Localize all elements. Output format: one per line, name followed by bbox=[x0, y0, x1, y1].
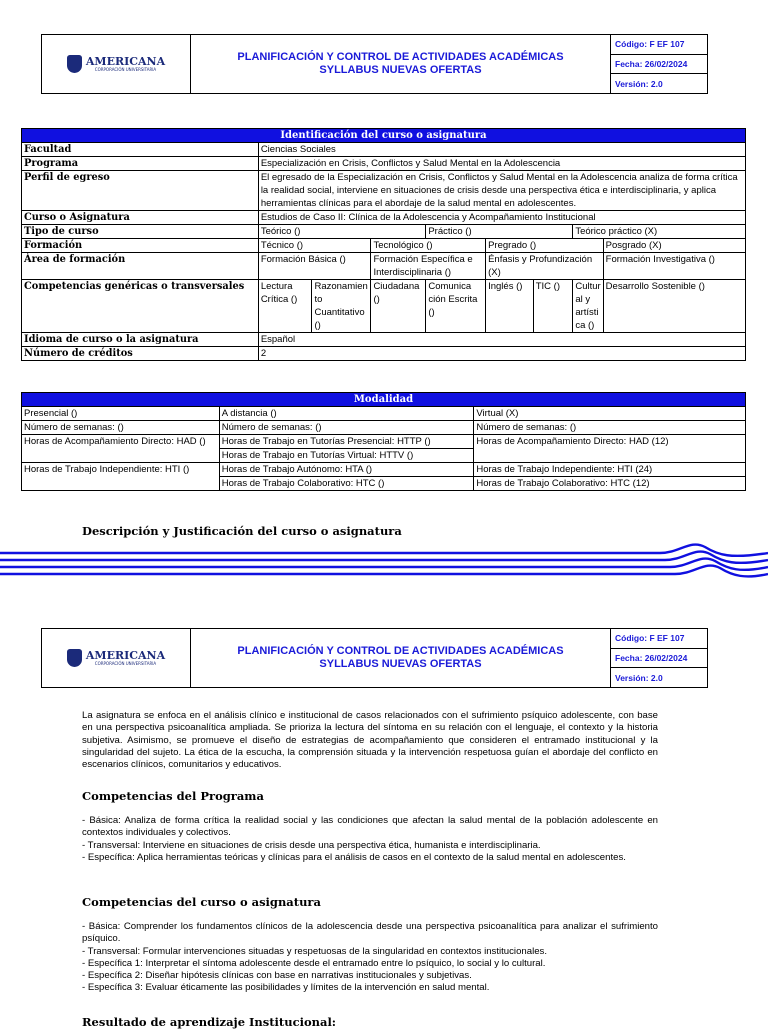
comp-sostenible: Desarrollo Sostenible () bbox=[603, 280, 745, 333]
list-item: - Específica 1: Interpretar el síntoma adolescente desde el entramado entre lo psíquico, lo social y lo cultural. bbox=[82, 957, 546, 969]
section-learning-result-title: Resultado de aprendizaje Institucional: bbox=[82, 1015, 337, 1029]
document-meta bbox=[611, 35, 707, 93]
formacion-label: Formación bbox=[22, 239, 259, 253]
idioma-label: Idioma de curso o la asignatura bbox=[22, 333, 259, 347]
document-header bbox=[41, 34, 708, 94]
facultad-value: Ciencias Sociales bbox=[258, 143, 745, 157]
modalidad-cell: Horas de Trabajo Colaborativo: HTC (12) bbox=[474, 477, 746, 491]
shield-icon bbox=[67, 649, 82, 667]
logo-subtitle: CORPORACIÓN UNIVERSITARIA bbox=[94, 67, 157, 72]
tipo-label: Tipo de curso bbox=[22, 225, 259, 239]
modalidad-cell: Horas de Trabajo Colaborativo: HTC () bbox=[219, 477, 474, 491]
fecha: Fecha: 26/02/2024 bbox=[611, 55, 707, 75]
title-line-1: PLANIFICACIÓN Y CONTROL DE ACTIVIDADES ACADÉMICAS bbox=[237, 51, 564, 63]
modalidad-band: Modalidad bbox=[22, 393, 746, 407]
facultad-label: Facultad bbox=[22, 143, 259, 157]
curso-value: Estudios de Caso II: Clínica de la Adolescencia y Acompañamiento Institucional bbox=[258, 211, 745, 225]
area-basica: Formación Básica () bbox=[258, 253, 371, 280]
tipo-teorico: Teórico () bbox=[258, 225, 426, 239]
area-investigativa: Formación Investigativa () bbox=[603, 253, 745, 280]
identification-band: Identificación del curso o asignatura bbox=[22, 129, 746, 143]
modalidad-cell: Horas de Trabajo en Tutorías Presencial: HTTP () bbox=[219, 435, 474, 449]
comp-ciudadana: Ciudadana () bbox=[371, 280, 426, 333]
program-competencies bbox=[82, 815, 658, 864]
modalidad-cell: Horas de Acompañamiento Directo: HAD (12) bbox=[474, 435, 746, 463]
list-item: - Específica 2: Diseñar hipótesis clínicas con base en narrativas institucionales y subjetivas. bbox=[82, 970, 472, 982]
description-paragraph bbox=[82, 710, 658, 771]
version: Versión: 2.0 bbox=[615, 78, 663, 89]
document-title bbox=[191, 629, 611, 687]
institution-logo bbox=[42, 629, 191, 687]
comp-lectura: Lectura Crítica () bbox=[258, 280, 312, 333]
modalidad-cell: Número de semanas: () bbox=[219, 421, 474, 435]
formacion-tecnico: Técnico () bbox=[258, 239, 371, 253]
document-title bbox=[191, 35, 611, 93]
section-course-comp-title: Competencias del curso o asignatura bbox=[82, 895, 321, 909]
tipo-practico: Práctico () bbox=[426, 225, 573, 239]
document-header-2 bbox=[41, 628, 708, 688]
comp-tic: TIC () bbox=[533, 280, 573, 333]
list-item: - Transversal: Interviene en situaciones de crisis desde una perspectiva ética, humanista e interdisciplinaria. bbox=[82, 839, 541, 851]
area-especifica: Formación Específica e Interdisciplinaria () bbox=[371, 253, 486, 280]
comp-cultural: Cultur al y artísti ca () bbox=[573, 280, 603, 333]
modalidad-cell: Horas de Trabajo Independiente: HTI () bbox=[22, 463, 220, 491]
section-description-title: Descripción y Justificación del curso o asignatura bbox=[82, 524, 402, 538]
fecha: Fecha: 26/02/2024 bbox=[611, 649, 707, 669]
modalidad-cell: Número de semanas: () bbox=[22, 421, 220, 435]
list-item: - Específica: Aplica herramientas teóricas y clínicas para el análisis de casos en el contexto de la salud mental en adolescentes. bbox=[82, 851, 626, 863]
modalidad-cell: Horas de Trabajo Independiente: HTI (24) bbox=[474, 463, 746, 477]
modalidad-cell: Número de semanas: () bbox=[474, 421, 746, 435]
tipo-teorico-practico: Teórico práctico (X) bbox=[573, 225, 746, 239]
modalidad-table bbox=[21, 392, 746, 491]
modalidad-cell: A distancia () bbox=[219, 407, 474, 421]
formacion-pregrado: Pregrado () bbox=[486, 239, 604, 253]
institution-logo bbox=[42, 35, 191, 93]
version: Versión: 2.0 bbox=[615, 672, 663, 683]
programa-label: Programa bbox=[22, 157, 259, 171]
comp-ingles: Inglés () bbox=[486, 280, 534, 333]
modalidad-cell: Virtual (X) bbox=[474, 407, 746, 421]
document-meta bbox=[611, 629, 707, 687]
title-line-1: PLANIFICACIÓN Y CONTROL DE ACTIVIDADES ACADÉMICAS bbox=[237, 645, 564, 657]
curso-label: Curso o Asignatura bbox=[22, 211, 259, 225]
programa-value: Especialización en Crisis, Conflictos y Salud Mental en la Adolescencia bbox=[258, 157, 745, 171]
codigo: Código: F EF 107 bbox=[611, 629, 707, 649]
list-item: - Básica: Analiza de forma crítica la realidad social y las condiciones que afectan la salud mental de la población adolescente en contextos individuales y colectivos. bbox=[82, 815, 658, 839]
idioma-value: Español bbox=[258, 333, 745, 347]
area-enfasis: Énfasis y Profundización (X) bbox=[486, 253, 604, 280]
perfil-value: El egresado de la Especialización en Crisis, Conflictos y Salud Mental en la Adolescencia analiza de forma crítica la realidad social, interviene en situaciones de crisis desde una perspectiva ética e interdisciplinaria, y aplica herramientas clínicas para el abordaje de la salud mental en adolescentes. bbox=[258, 171, 745, 211]
course-competencies bbox=[82, 921, 658, 995]
creditos-label: Número de créditos bbox=[22, 347, 259, 361]
perfil-label: Perfil de egreso bbox=[22, 171, 259, 211]
identification-table bbox=[21, 128, 746, 361]
logo-name: AMERICANA bbox=[85, 649, 166, 662]
section-program-comp-title: Competencias del Programa bbox=[82, 789, 264, 803]
list-item: - Básica: Comprender los fundamentos clínicos de la adolescencia desde una perspectiva psicoanalítica para analizar el sufrimiento psíquico. bbox=[82, 921, 658, 945]
shield-icon bbox=[67, 55, 82, 73]
list-item: - Transversal: Formular intervenciones situadas y respetuosas de la singularidad en contextos institucionales. bbox=[82, 945, 548, 957]
modalidad-cell: Presencial () bbox=[22, 407, 220, 421]
modalidad-cell: Horas de Trabajo en Tutorías Virtual: HTTV () bbox=[219, 449, 474, 463]
wave-decoration bbox=[0, 543, 768, 579]
title-line-2: SYLLABUS NUEVAS OFERTAS bbox=[319, 64, 482, 76]
formacion-tecnologico: Tecnológico () bbox=[371, 239, 486, 253]
list-item: - Específica 3: Evaluar éticamente las posibilidades y límites de la intervención en salud mental. bbox=[82, 982, 490, 994]
formacion-posgrado: Posgrado (X) bbox=[603, 239, 745, 253]
description-text: La asignatura se enfoca en el análisis clínico e institucional de casos relacionados con el sufrimiento psíquico adolescente, con base en una perspectiva psicoanalítica ampliada. Se prioriza la lectura del síntoma en su relación con el lenguaje, el contexto y la historia subjetiva. Asimismo, se promueve el diseño de estrategias de acompañamiento que consideren el entramado institucional y la singularidad del sujeto. La ética de la escucha, la comprensión situada y la intervención respetuosa guían el abordaje del conflicto en escenarios clínicos, comunitarios y educativos. bbox=[82, 710, 658, 771]
logo-name: AMERICANA bbox=[85, 55, 166, 68]
comp-razonamiento: Razonamien to Cuantitativo () bbox=[312, 280, 371, 333]
comp-comunicacion: Comunica ción Escrita () bbox=[426, 280, 486, 333]
competencias-label: Competencias genéricas o transversales bbox=[22, 280, 259, 333]
codigo: Código: F EF 107 bbox=[611, 35, 707, 55]
modalidad-cell: Horas de Acompañamiento Directo: HAD () bbox=[22, 435, 220, 463]
modalidad-cell: Horas de Trabajo Autónomo: HTA () bbox=[219, 463, 474, 477]
logo-subtitle: CORPORACIÓN UNIVERSITARIA bbox=[94, 661, 157, 666]
creditos-value: 2 bbox=[258, 347, 745, 361]
title-line-2: SYLLABUS NUEVAS OFERTAS bbox=[319, 658, 482, 670]
area-label: Área de formación bbox=[22, 253, 259, 280]
